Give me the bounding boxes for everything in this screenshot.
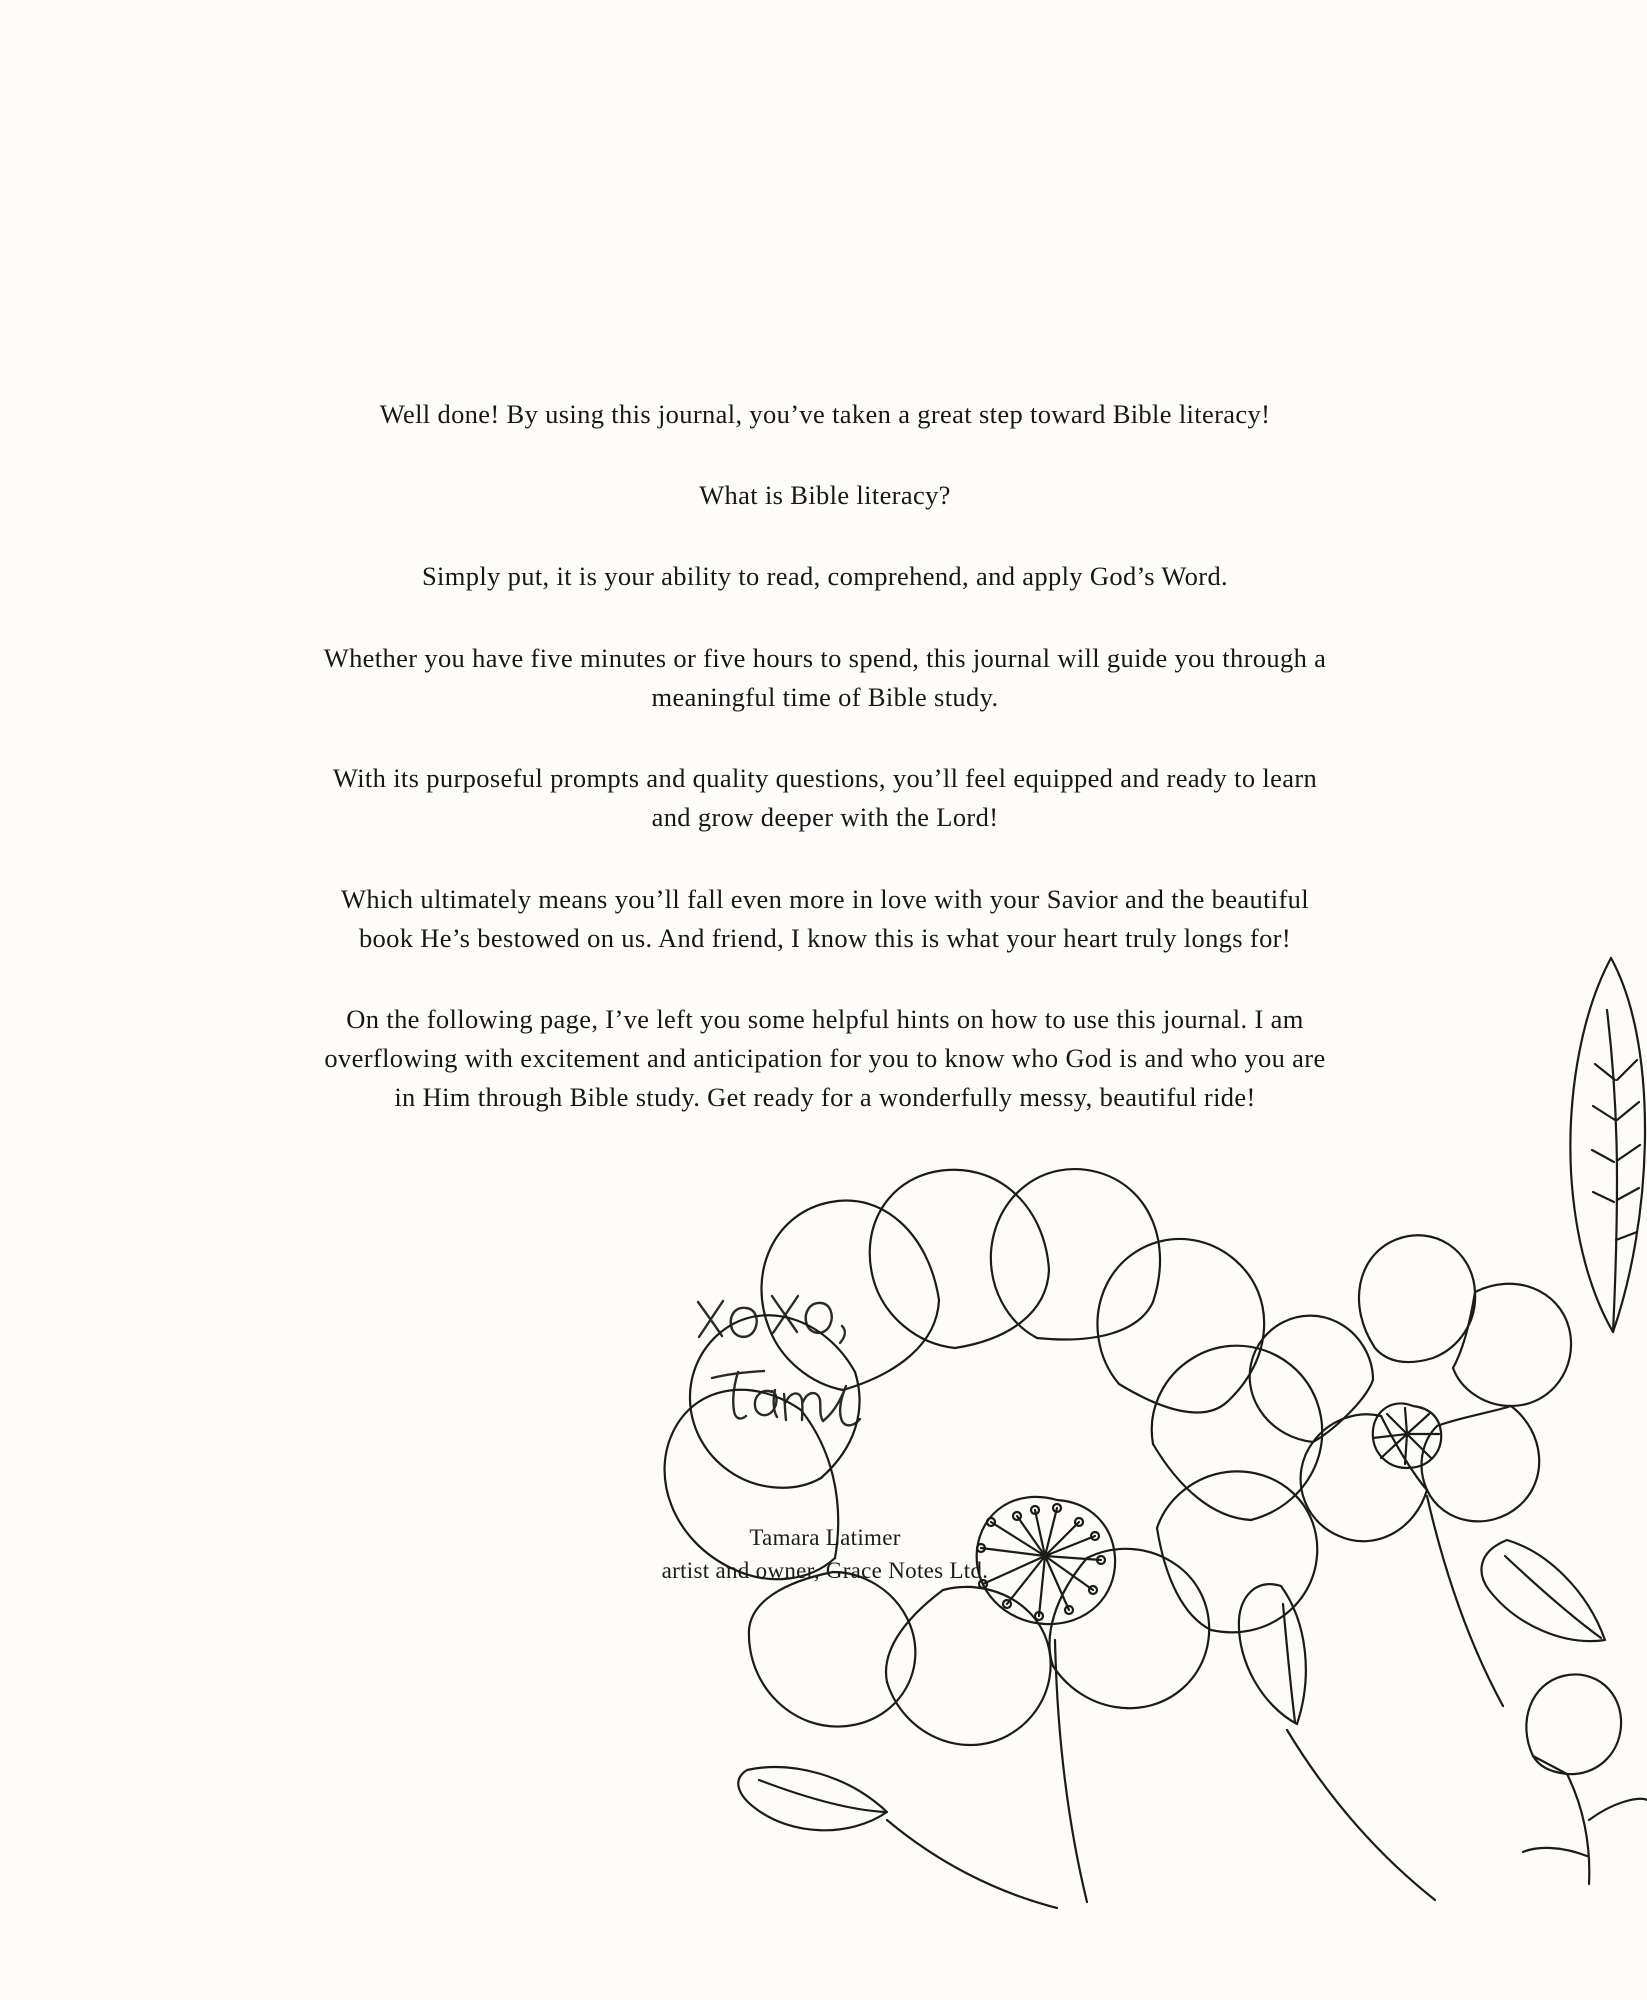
paragraph-time: Whether you have five minutes or five hours to spend, this journal will guide you through a meaningful time of Bible study. (323, 642, 1327, 712)
signer-role: artist and owner, Grace Notes Ltd. (661, 1557, 989, 1583)
paragraph-next-page: On the following page, I’ve left you some helpful hints on how to use this journal. I am overflowing with excitement and anticipation for you to know who God is and who you are in Him through Bible study. Get ready for a wonderfully messy, beautiful ride! (324, 1003, 1326, 1113)
letter-body (320, 395, 1330, 1118)
paragraph-intro: Well done! By using this journal, you’ve taken a great step toward Bible literacy! (379, 399, 1271, 429)
signer-name: Tamara Latimer (749, 1525, 901, 1550)
signature-block (320, 1522, 1330, 1587)
paragraph-prompts: With its purposeful prompts and quality questions, you’ll feel equipped and ready to learn and grow deeper with the Lord! (332, 763, 1318, 833)
handwritten-signature (690, 1280, 950, 1450)
paragraph-definition: Simply put, it is your ability to read, comprehend, and apply God’s Word. (421, 561, 1229, 592)
paragraph-savior: Which ultimately means you’ll fall even more in love with your Savior and the beautiful book He’s bestowed on us. And friend, I know this is what your heart truly longs for! (340, 883, 1309, 953)
paragraph-question: What is Bible literacy? (699, 480, 951, 511)
